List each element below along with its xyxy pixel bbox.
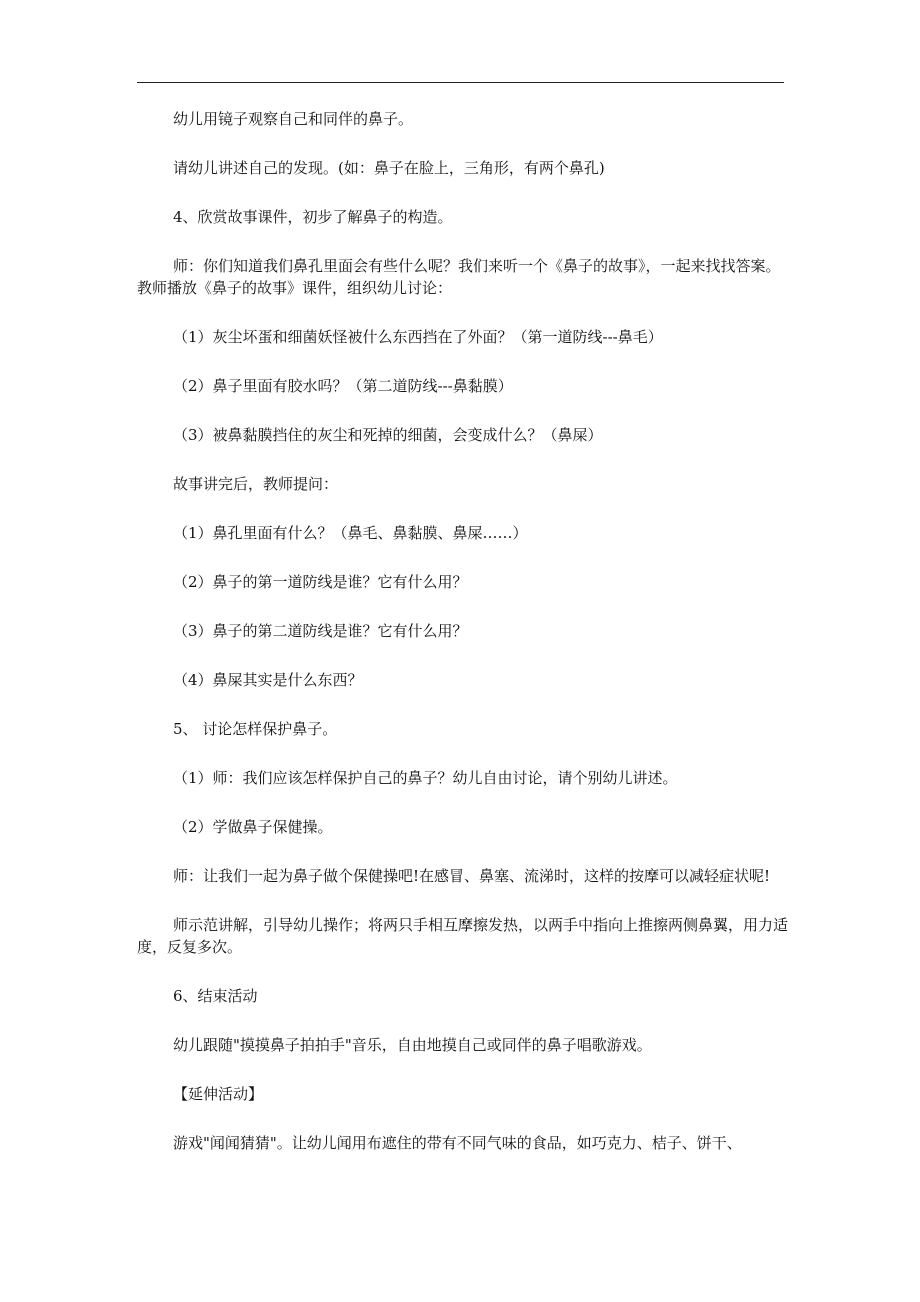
paragraph-exercise-intro: 师：让我们一起为鼻子做个保健操吧!在感冒、鼻塞、流涕时，这样的按摩可以减轻症状呢! (173, 867, 771, 885)
paragraph-question-1: （1）鼻孔里面有什么？（鼻毛、鼻黏膜、鼻屎……） (173, 524, 528, 542)
paragraph-question-3: （3）鼻子的第二道防线是谁？它有什么用？ (173, 622, 468, 640)
paragraph-step-5: 5、 讨论怎样保护鼻子。 (173, 720, 338, 738)
paragraph-discussion-2: （2）鼻子里面有胶水吗？（第二道防线---鼻黏膜） (173, 377, 513, 395)
paragraph-extension-heading: 【延伸活动】 (173, 1085, 264, 1103)
paragraph-after-story: 故事讲完后，教师提问： (173, 475, 339, 493)
paragraph-question-4: （4）鼻屎其实是什么东西？ (173, 671, 363, 689)
paragraph-protect-1: （1）师：我们应该怎样保护自己的鼻子？幼儿自由讨论，请个别幼儿讲述。 (173, 769, 678, 787)
paragraph-teacher-question: 师：你们知道我们鼻孔里面会有些什么呢？我们来听一个《鼻子的故事》，一起来找找答案。 教师播放《鼻子的故事》课件，组织幼儿讨论： (137, 257, 781, 297)
paragraph-describe: 请幼儿讲述自己的发现。(如：鼻子在脸上，三角形，有两个鼻孔) (173, 159, 605, 177)
paragraph-step-4: 4、欣赏故事课件，初步了解鼻子的构造。 (173, 208, 453, 226)
paragraph-discussion-1: （1）灰尘坏蛋和细菌妖怪被什么东西挡在了外面？（第一道防线---鼻毛） (173, 328, 663, 346)
paragraph-discussion-3: （3）被鼻黏膜挡住的灰尘和死掉的细菌，会变成什么？（鼻屎） (173, 426, 603, 444)
paragraph-ending-game: 幼儿跟随"摸摸鼻子拍拍手"音乐，自由地摸自己或同伴的鼻子唱歌游戏。 (173, 1036, 652, 1054)
paragraph-question-2: （2）鼻子的第一道防线是谁？它有什么用？ (173, 573, 468, 591)
document-body (137, 108, 795, 1154)
paragraph-exercise-demo: 师示范讲解，引导幼儿操作；将两只手相互摩擦发热，以两手中指向上推擦两侧鼻翼，用力适度，反复多次。 (137, 916, 789, 956)
paragraph-step-6: 6、结束活动 (173, 987, 258, 1005)
paragraph-observe: 幼儿用镜子观察自己和同伴的鼻子。 (173, 110, 414, 128)
paragraph-extension-game: 游戏"闻闻猜猜"。让幼儿闻用布遮住的带有不同气味的食品，如巧克力、桔子、饼干、 (173, 1134, 742, 1152)
paragraph-protect-2: （2）学做鼻子保健操。 (173, 818, 333, 836)
header-rule (137, 82, 784, 83)
